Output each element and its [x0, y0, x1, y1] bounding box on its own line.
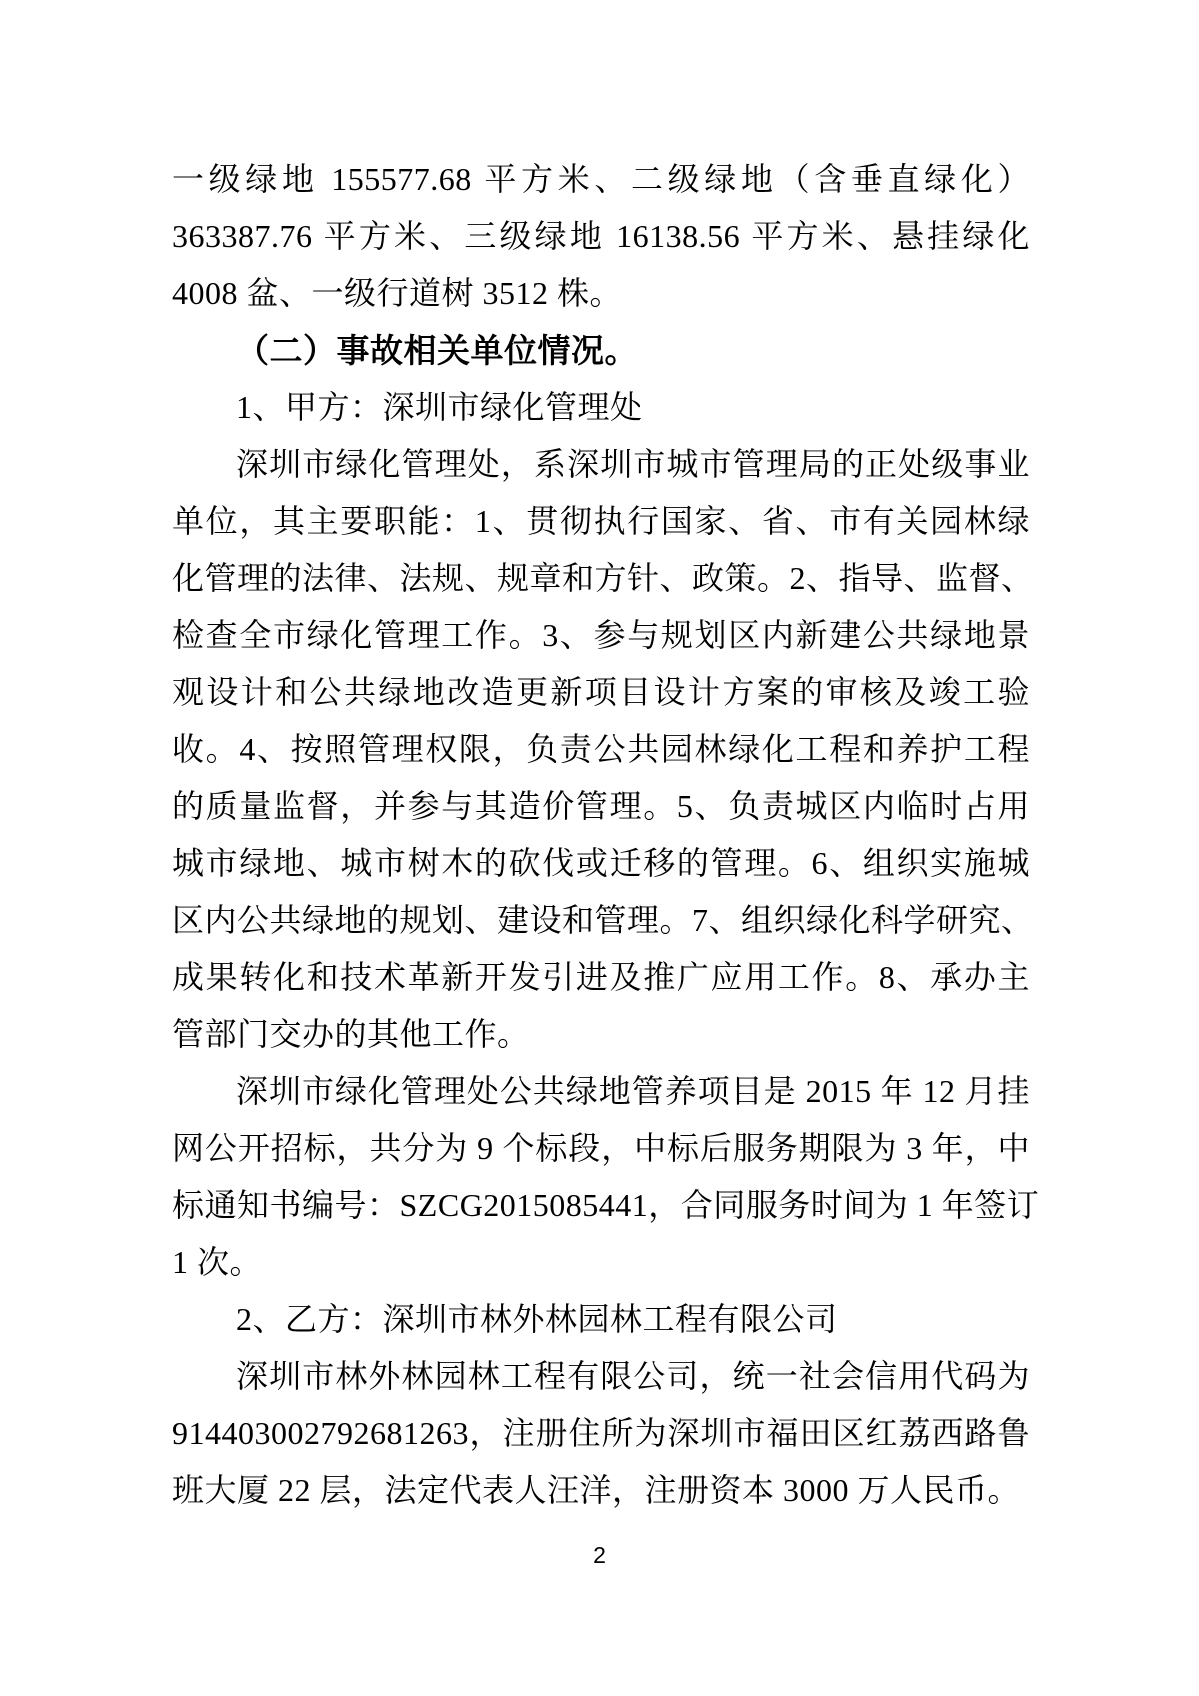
text-line: 深圳市林外林园林工程有限公司，统一社会信用代码为: [236, 1358, 1030, 1394]
text-line: 一级绿地 155577.68 平方米、二级绿地（含垂直绿化）: [172, 161, 1030, 197]
text-line: 管部门交办的其他工作。: [172, 1016, 530, 1052]
text-line: 深圳市绿化管理处公共绿地管养项目是 2015 年 12 月挂: [236, 1073, 1030, 1109]
text-line: 区内公共绿地的规划、建设和管理。7、组织绿化科学研究、: [172, 902, 1034, 938]
text-line: 的质量监督，并参与其造价管理。5、负责城区内临时占用: [172, 788, 1030, 824]
text-line: 检查全市绿化管理工作。3、参与规划区内新建公共绿地景: [172, 617, 1030, 653]
text-line: 城市绿地、城市树木的砍伐或迁移的管理。6、组织实施城: [172, 845, 1030, 881]
text-line: 1 次。: [172, 1244, 263, 1280]
text-line: 单位，其主要职能：1、贯彻执行国家、省、市有关园林绿: [172, 503, 1030, 539]
text-line: 成果转化和技术革新开发引进及推广应用工作。8、承办主: [172, 959, 1030, 995]
text-line: 363387.76 平方米、三级绿地 16138.56 平方米、悬挂绿化: [172, 218, 1030, 254]
text-line: 914403002792681263，注册住所为深圳市福田区红荔西路鲁: [172, 1415, 1030, 1451]
text-line: 深圳市绿化管理处，系深圳市城市管理局的正处级事业: [236, 446, 1030, 482]
text-line: 收。4、按照管理权限，负责公共园林绿化工程和养护工程: [172, 731, 1030, 767]
text-line: 班大厦 22 层，法定代表人汪洋，注册资本 3000 万人民币。: [172, 1472, 1021, 1508]
heading-line: （二）事故相关单位情况。: [236, 332, 638, 369]
document-content: [172, 151, 1040, 1519]
text-line: 1、甲方：深圳市绿化管理处: [236, 389, 643, 425]
text-line: 2、乙方：深圳市林外林园林工程有限公司: [236, 1301, 838, 1337]
text-line: 标通知书编号：SZCG2015085441，合同服务时间为 1 年签订: [172, 1187, 1040, 1223]
page-footer: [0, 1541, 1199, 1569]
text-line: 网公开招标，共分为 9 个标段，中标后服务期限为 3 年，中: [172, 1130, 1030, 1166]
text-line: 4008 盆、一级行道树 3512 株。: [172, 275, 623, 311]
text-line: 观设计和公共绿地改造更新项目设计方案的审核及竣工验: [172, 674, 1030, 710]
page-number: 2: [593, 1542, 606, 1568]
text-line: 化管理的法律、法规、规章和方针、政策。2、指导、监督、: [172, 560, 1034, 596]
